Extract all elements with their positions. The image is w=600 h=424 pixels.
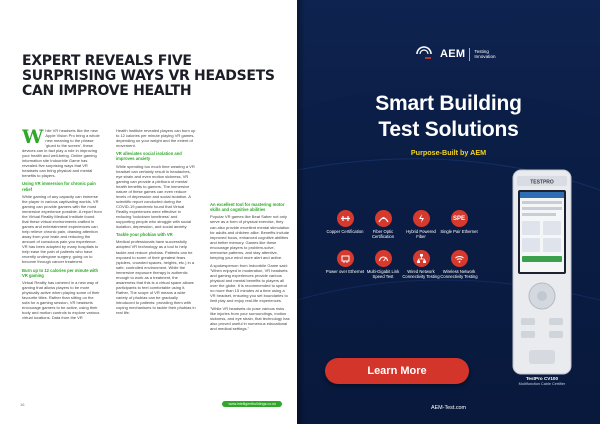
page-footer <box>20 402 282 409</box>
editorial-page <box>0 0 297 424</box>
article-column-3 <box>210 200 290 400</box>
tagline-line-1: Testing <box>474 48 489 54</box>
section-heading-pain: Using VR immersion for chronic pain relief <box>22 181 96 192</box>
intro-paragraph <box>22 128 102 178</box>
feature-copper-certification <box>325 210 365 235</box>
advert-subtitle: Purpose-Built by AEM <box>410 148 487 157</box>
drop-cap: W <box>22 128 44 148</box>
fiber-icon <box>375 210 392 227</box>
feature-label: Copper Certification <box>326 229 364 234</box>
spokesperson-quote: A spokesperson from Indoorbile Game said: "When enjoyed in moderation, VR headsets and gaming experiences provide various physical and mental benefits to players all over the globe. It is recommended to spend no more than 15 minutes at a time using a VR headset, ensuring you set boundaries to limit play and enjoy real-life experiences. <box>210 262 288 304</box>
advert-title-line-2: Test Solutions <box>378 118 519 141</box>
section-body-calories: Virtual Reality has ushered in a new way of gaming that allows players to be more physically active when playing some of their favourite titles. Rather than sitting on the sofa for a gaming session, VR headsets encourage gamers to be active, using their body and motion controls to explore various virtual locations. Data from the VR <box>22 279 100 321</box>
page-number: 16 <box>20 402 25 407</box>
section-heading-calories: Burn up to 12 calories per minute with VR gaming <box>22 267 99 278</box>
article-column-2 <box>116 128 196 400</box>
device-brand-label: TESTPRO <box>530 179 554 186</box>
brand-name: AEM <box>440 48 466 60</box>
section-heading-motor-skills: An excellent tool for mastering motor skills and cognitive abilities <box>210 202 285 213</box>
section-body-pain: While gaming of any capacity can immerse the player in various captivating worlds, VR gaming can provide gamers with the most immersive experience possible. A report from the Virtual Reality Medical Institute found that these virtual environments crafted in games and entertainment experiences can help relieve chronic pain, drawing attention away from your brain and reducing the amount of conscious pain you experience. VR has been adopted by many hospitals to help ease the pain of patients who have recently undergone surgery, going on to become through cancer treatment. <box>22 193 102 265</box>
article-body <box>22 128 290 398</box>
closing-quote: "While VR headsets do pose various risks like injuries from your surroundings, motion sickness, and eye strain, that technology has also proved useful in numerous educational and medical settings." <box>210 306 290 332</box>
feature-label: Single Pair Ethernet <box>440 229 478 234</box>
aem-advert-page <box>297 0 600 424</box>
learn-more-button[interactable]: Learn More <box>325 358 469 384</box>
spe-icon: SPE <box>451 210 468 227</box>
device-description: Multifunction Cable Certifier <box>518 382 566 386</box>
page-spine-shadow <box>297 0 305 424</box>
aem-logo[interactable] <box>416 46 496 62</box>
feature-wired-network-testing <box>401 250 441 280</box>
feature-hybrid-powered-fiber <box>401 210 441 240</box>
wired-network-icon <box>413 250 430 267</box>
feature-label: Wireless Network Connectivity Testing <box>440 269 478 279</box>
section-heading-phobias: Tackle your phobias with VR <box>116 232 173 238</box>
section-body-motor-skills: Popular VR games like Beat Saber not only serve as a form of physical exercise, they can also provide excellent mental stimulation for adults and children alike. Benefits include improved focus, enhanced cognitive abilities and better memory. Games like these encourage players to problem-solve, memorise patterns, and stay attentive, keeping your mind more alert and active. <box>210 214 290 260</box>
advert-title-line-1: Smart Building <box>375 92 522 115</box>
feature-label: Multi-Gigabit Link Speed Test <box>366 269 400 279</box>
section-body-phobias: Medical professionals have successfully adopted VR technology as a tool to help tackle and reduce phobias. Patients can be exposed to some of their greatest fears (spiders, crowded spaces, heights, etc.) in a safe, controlled environment. While the immersive exposure therapy is authentic enough to work as a treatment, the awareness that this is a virtual space allows participants to feel comfortable using it. Rather, The scope of VR means a wide variety of phobias can be gradually introduced to patients: providing them with coping mechanisms to tackle their phobias in real life. <box>116 239 196 316</box>
copper-icon <box>337 210 354 227</box>
feature-fiber-optic-certification <box>363 210 403 240</box>
logo-divider <box>469 48 470 61</box>
feature-label: Fiber Optic Certification <box>371 229 395 239</box>
feature-label: Power over Ethernet <box>325 269 365 274</box>
intro-text: hile VR headsets like the new Apple Vision Pro bring a whole new meaning to the phrase 'glued to the screen', these devices can in fact play a role in improving your health and well-being. Online gaming information site Indoorbile Game has revealed five surprising ways that VR headsets can bring physical and mental benefits to players. <box>22 128 100 179</box>
feature-single-pair-ethernet <box>439 210 479 235</box>
calories-continued: Health Institute revealed players can burn up to 12 calories per minute playing VR games, depending on your weight and the extent of movement. <box>116 128 196 149</box>
wireless-icon <box>451 250 468 267</box>
section-body-social: While spending too much time wearing a VR headset can certainly result in headaches, eye strain and even motion sickness, VR gaming can provide a plethora of mental health benefits to gamers. The immersive nature of these games can even reduce levels of depression and social isolation. A scientific report conducted during the COVID-19 pandemic found that Virtual Reality experiences were effective in reducing 'lockdown loneliness' and supporting people who struggle with social isolation, depression, and social anxiety. <box>116 163 195 230</box>
feature-multi-gigabit-speed-test <box>363 250 403 280</box>
feature-wireless-network-testing <box>439 250 479 280</box>
feature-label: Hybrid Powered Fiber <box>406 229 436 239</box>
section-heading-social: VR alleviates social isolation and improves anxiety <box>116 151 182 162</box>
advert-url-link[interactable]: AEM-Test.com <box>430 405 467 411</box>
brand-tagline <box>474 49 495 59</box>
feature-label: Wired Network Connectivity Testing <box>402 269 440 279</box>
gauge-icon <box>375 250 392 267</box>
feature-power-over-ethernet <box>325 250 365 275</box>
hybrid-icon <box>413 210 430 227</box>
aem-logo-mark-icon <box>416 46 438 62</box>
device-name: TestPro CV100 <box>525 376 559 381</box>
testpro-device-image <box>511 168 573 376</box>
tagline-line-2: Innovation <box>474 54 496 59</box>
magazine-url-link[interactable]: www.intelligentbuildings.co.uk <box>222 401 282 407</box>
article-headline: EXPERT REVEALS FIVE SURPRISING WAYS VR HEADSETS CAN IMPROVE HEALTH <box>22 53 275 99</box>
article-column-1 <box>22 128 102 400</box>
poe-icon <box>337 250 354 267</box>
